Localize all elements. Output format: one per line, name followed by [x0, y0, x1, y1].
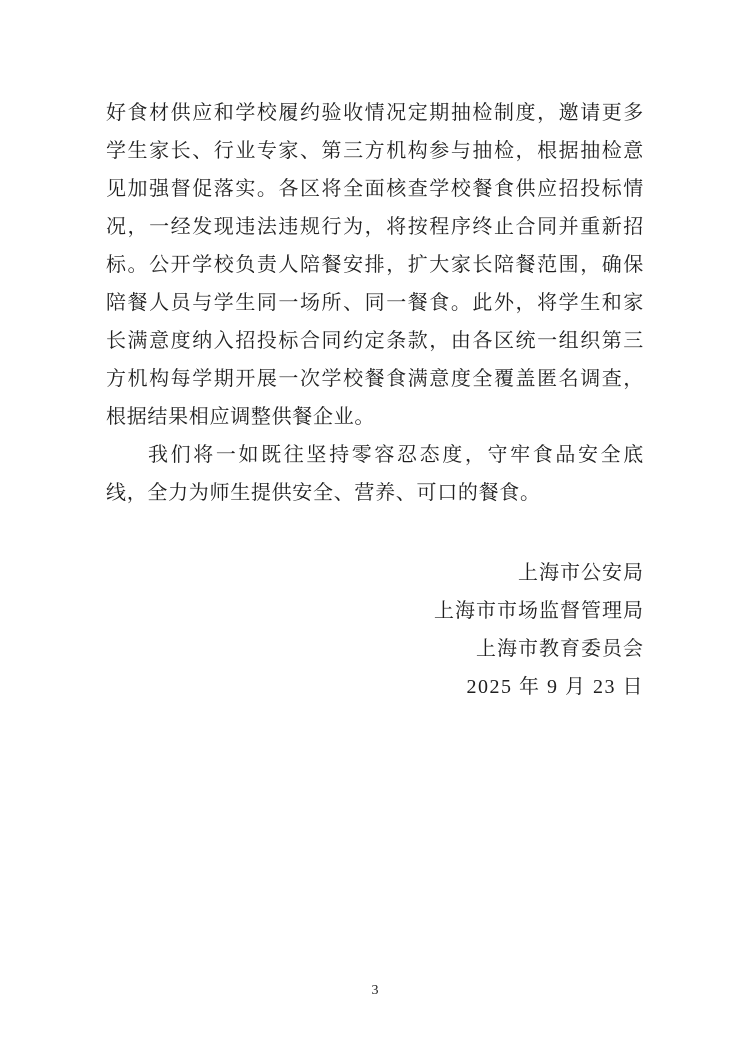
signature-block [434, 554, 644, 706]
document-body [106, 94, 644, 512]
signature-line-agency-3: 上海市教育委员会 [476, 638, 644, 660]
signature-line-agency-2: 上海市市场监督管理局 [434, 600, 644, 622]
signature-line-agency-1: 上海市公安局 [518, 562, 644, 584]
signature-date: 2025 年 9 月 23 日 [466, 676, 644, 698]
paragraph-continuation: 好食材供应和学校履约验收情况定期抽检制度，邀请更多学生家长、行业专家、第三方机构参与抽检，根据抽检意见加强督促落实。各区将全面核查学校餐食供应招投标情况，一经发现违法违规行为，将按程序终止合同并重新招标。公开学校负责人陪餐安排，扩大家长陪餐范围，确保陪餐人员与学生同一场所、同一餐食。此外，将学生和家长满意度纳入招投标合同约定条款，由各区统一组织第三方机构每学期开展一次学校餐食满意度全覆盖匿名调查，根据结果相应调整供餐企业。 [106, 102, 644, 428]
paragraph-closing: 我们将一如既往坚持零容忍态度，守牢食品安全底线，全力为师生提供安全、营养、可口的餐食。 [106, 444, 644, 504]
page-number: 3 [371, 983, 379, 998]
